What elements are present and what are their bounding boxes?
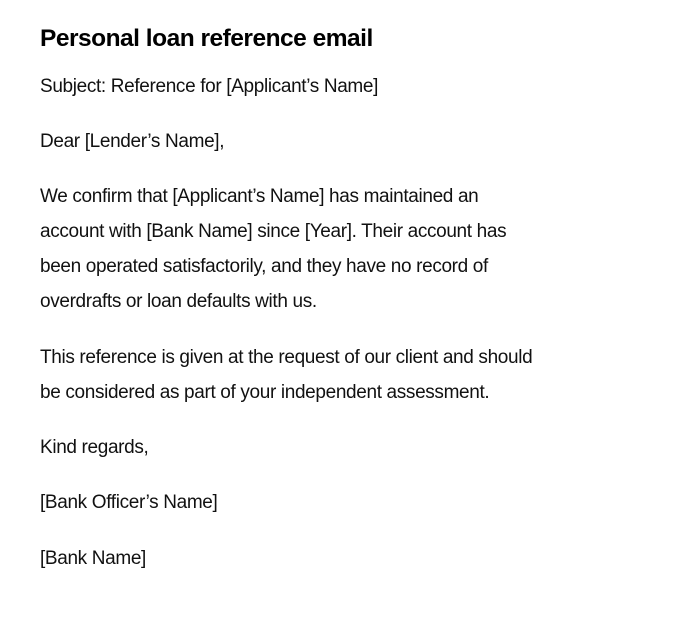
paragraph-line: We confirm that [Applicant’s Name] has maintained an xyxy=(40,186,479,207)
paragraph-line: account with [Bank Name] since [Year]. Their account has xyxy=(40,221,507,242)
signature-bank-name: [Bank Name] xyxy=(40,548,146,569)
paragraph-line: This reference is given at the request of our client and should xyxy=(40,347,533,368)
email-closing: Kind regards, xyxy=(40,437,149,458)
paragraph-line: overdrafts or loan defaults with us. xyxy=(40,291,317,312)
signature-officer-name: [Bank Officer’s Name] xyxy=(40,492,218,513)
body-paragraph-confirmation xyxy=(40,179,506,319)
email-subject: Subject: Reference for [Applicant’s Name] xyxy=(40,76,379,97)
email-greeting: Dear [Lender’s Name], xyxy=(40,131,225,152)
document-title: Personal loan reference email xyxy=(40,25,373,52)
paragraph-line: been operated satisfactorily, and they have no record of xyxy=(40,256,488,277)
body-paragraph-disclaimer xyxy=(40,340,532,410)
paragraph-line: be considered as part of your independent assessment. xyxy=(40,382,490,403)
